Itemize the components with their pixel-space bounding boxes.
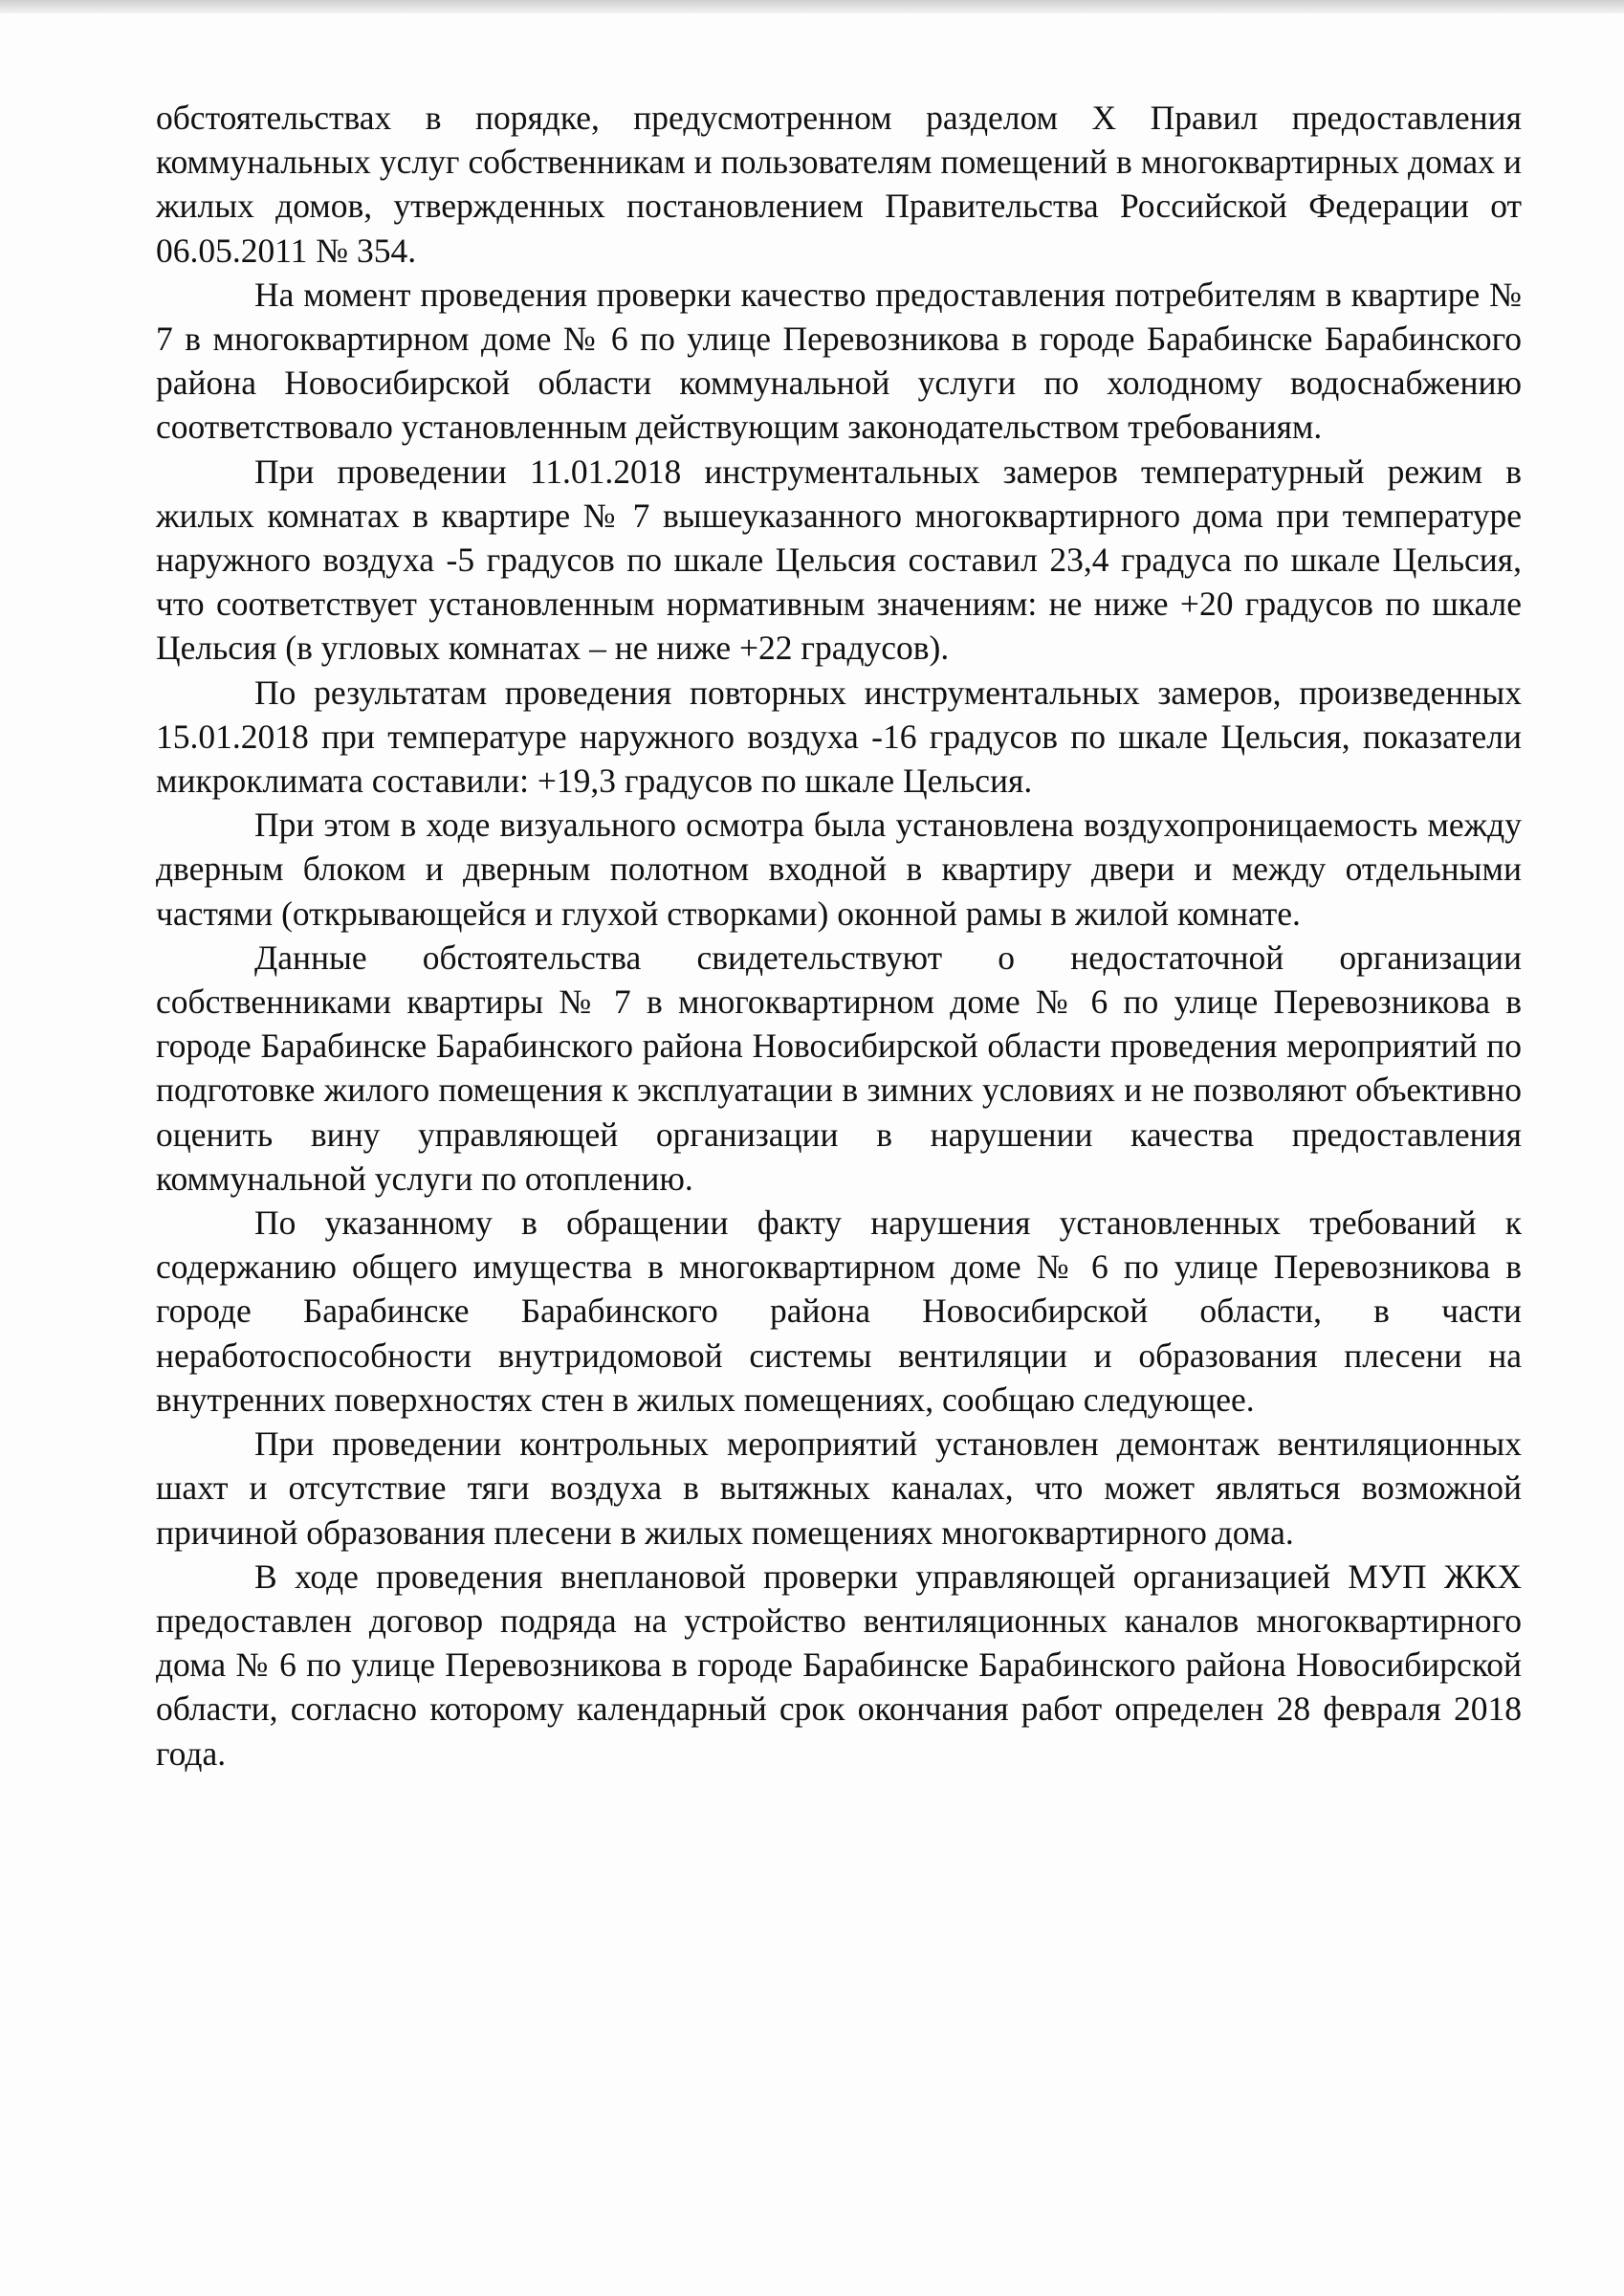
- scan-top-edge: [0, 0, 1624, 13]
- paragraph-4: По результатам проведения повторных инструментальных замеров, произведенных 15.01.2018 при температуре наружного воздуха -16 градусов по шкале Цельсия, показатели микроклимата составили: +19,3 градусов по шкале Цельсия.: [156, 673, 1522, 801]
- paragraph-7: По указанному в обращении факту нарушения установленных требований к содержанию общего имущества в многоквартирном доме № 6 по улице Перевозникова в городе Барабинске Барабинского района Новосибирской области, в части неработоспособности внутридомовой системы вентиляции и образования плесени на внутренних поверхностях стен в жилых помещениях, сообщаю следующее.: [156, 1203, 1522, 1419]
- paragraph-8: При проведении контрольных мероприятий установлен демонтаж вентиляционных шахт и отсутствие тяги воздуха в вытяжных каналах, что может являться возможной причиной образования плесени в жилых помещениях многоквартирного дома.: [156, 1424, 1522, 1552]
- paragraph-1: обстоятельствах в порядке, предусмотренном разделом X Правил предоставления коммунальных услуг собственникам и пользователям помещений в многоквартирных домах и жилых домов, утвержденных постановлением Правительства Российской Федерации от 06.05.2011 № 354.: [156, 99, 1522, 270]
- paragraph-9: В ходе проведения внеплановой проверки управляющей организацией МУП ЖКХ предоставлен договор подряда на устройство вентиляционных каналов многоквартирного дома № 6 по улице Перевозникова в городе Барабинске Барабинского района Новосибирской области, согласно которому календарный срок окончания работ определен 28 февраля 2018 года.: [156, 1556, 1522, 1773]
- paragraph-6: Данные обстоятельства свидетельствуют о недостаточной организации собственниками квартиры № 7 в многоквартирном доме № 6 по улице Перевозникова в городе Барабинске Барабинского района Новосибирской области проведения мероприятий по подготовке жилого помещения к эксплуатации в зимних условиях и не позволяют объективно оценить вину управляющей организации в нарушении качества предоставления коммунальной услуги по отоплению.: [156, 938, 1522, 1198]
- paragraph-5: При этом в ходе визуального осмотра была установлена воздухопроницаемость между дверным блоком и дверным полотном входной в квартиру двери и между отдельными частями (открывающейся и глухой створками) оконной рамы в жилой комнате.: [156, 806, 1522, 933]
- paragraph-2: На момент проведения проверки качество предоставления потребителям в квартире № 7 в многоквартирном доме № 6 по улице Перевозникова в городе Барабинске Барабинского района Новосибирской области коммунальной услуги по холодному водоснабжению соответствовало установленным действующим законодательством требованиям.: [156, 275, 1522, 447]
- document-body: [156, 96, 1522, 1776]
- paragraph-3: При проведении 11.01.2018 инструментальных замеров температурный режим в жилых комнатах в квартире № 7 вышеуказанного многоквартирного дома при температуре наружного воздуха -5 градусов по шкале Цельсия составил 23,4 градуса по шкале Цельсия, что соответствует установленным нормативным значениям: не ниже +20 градусов по шкале Цельсия (в угловых комнатах – не ниже +22 градусов).: [156, 452, 1522, 668]
